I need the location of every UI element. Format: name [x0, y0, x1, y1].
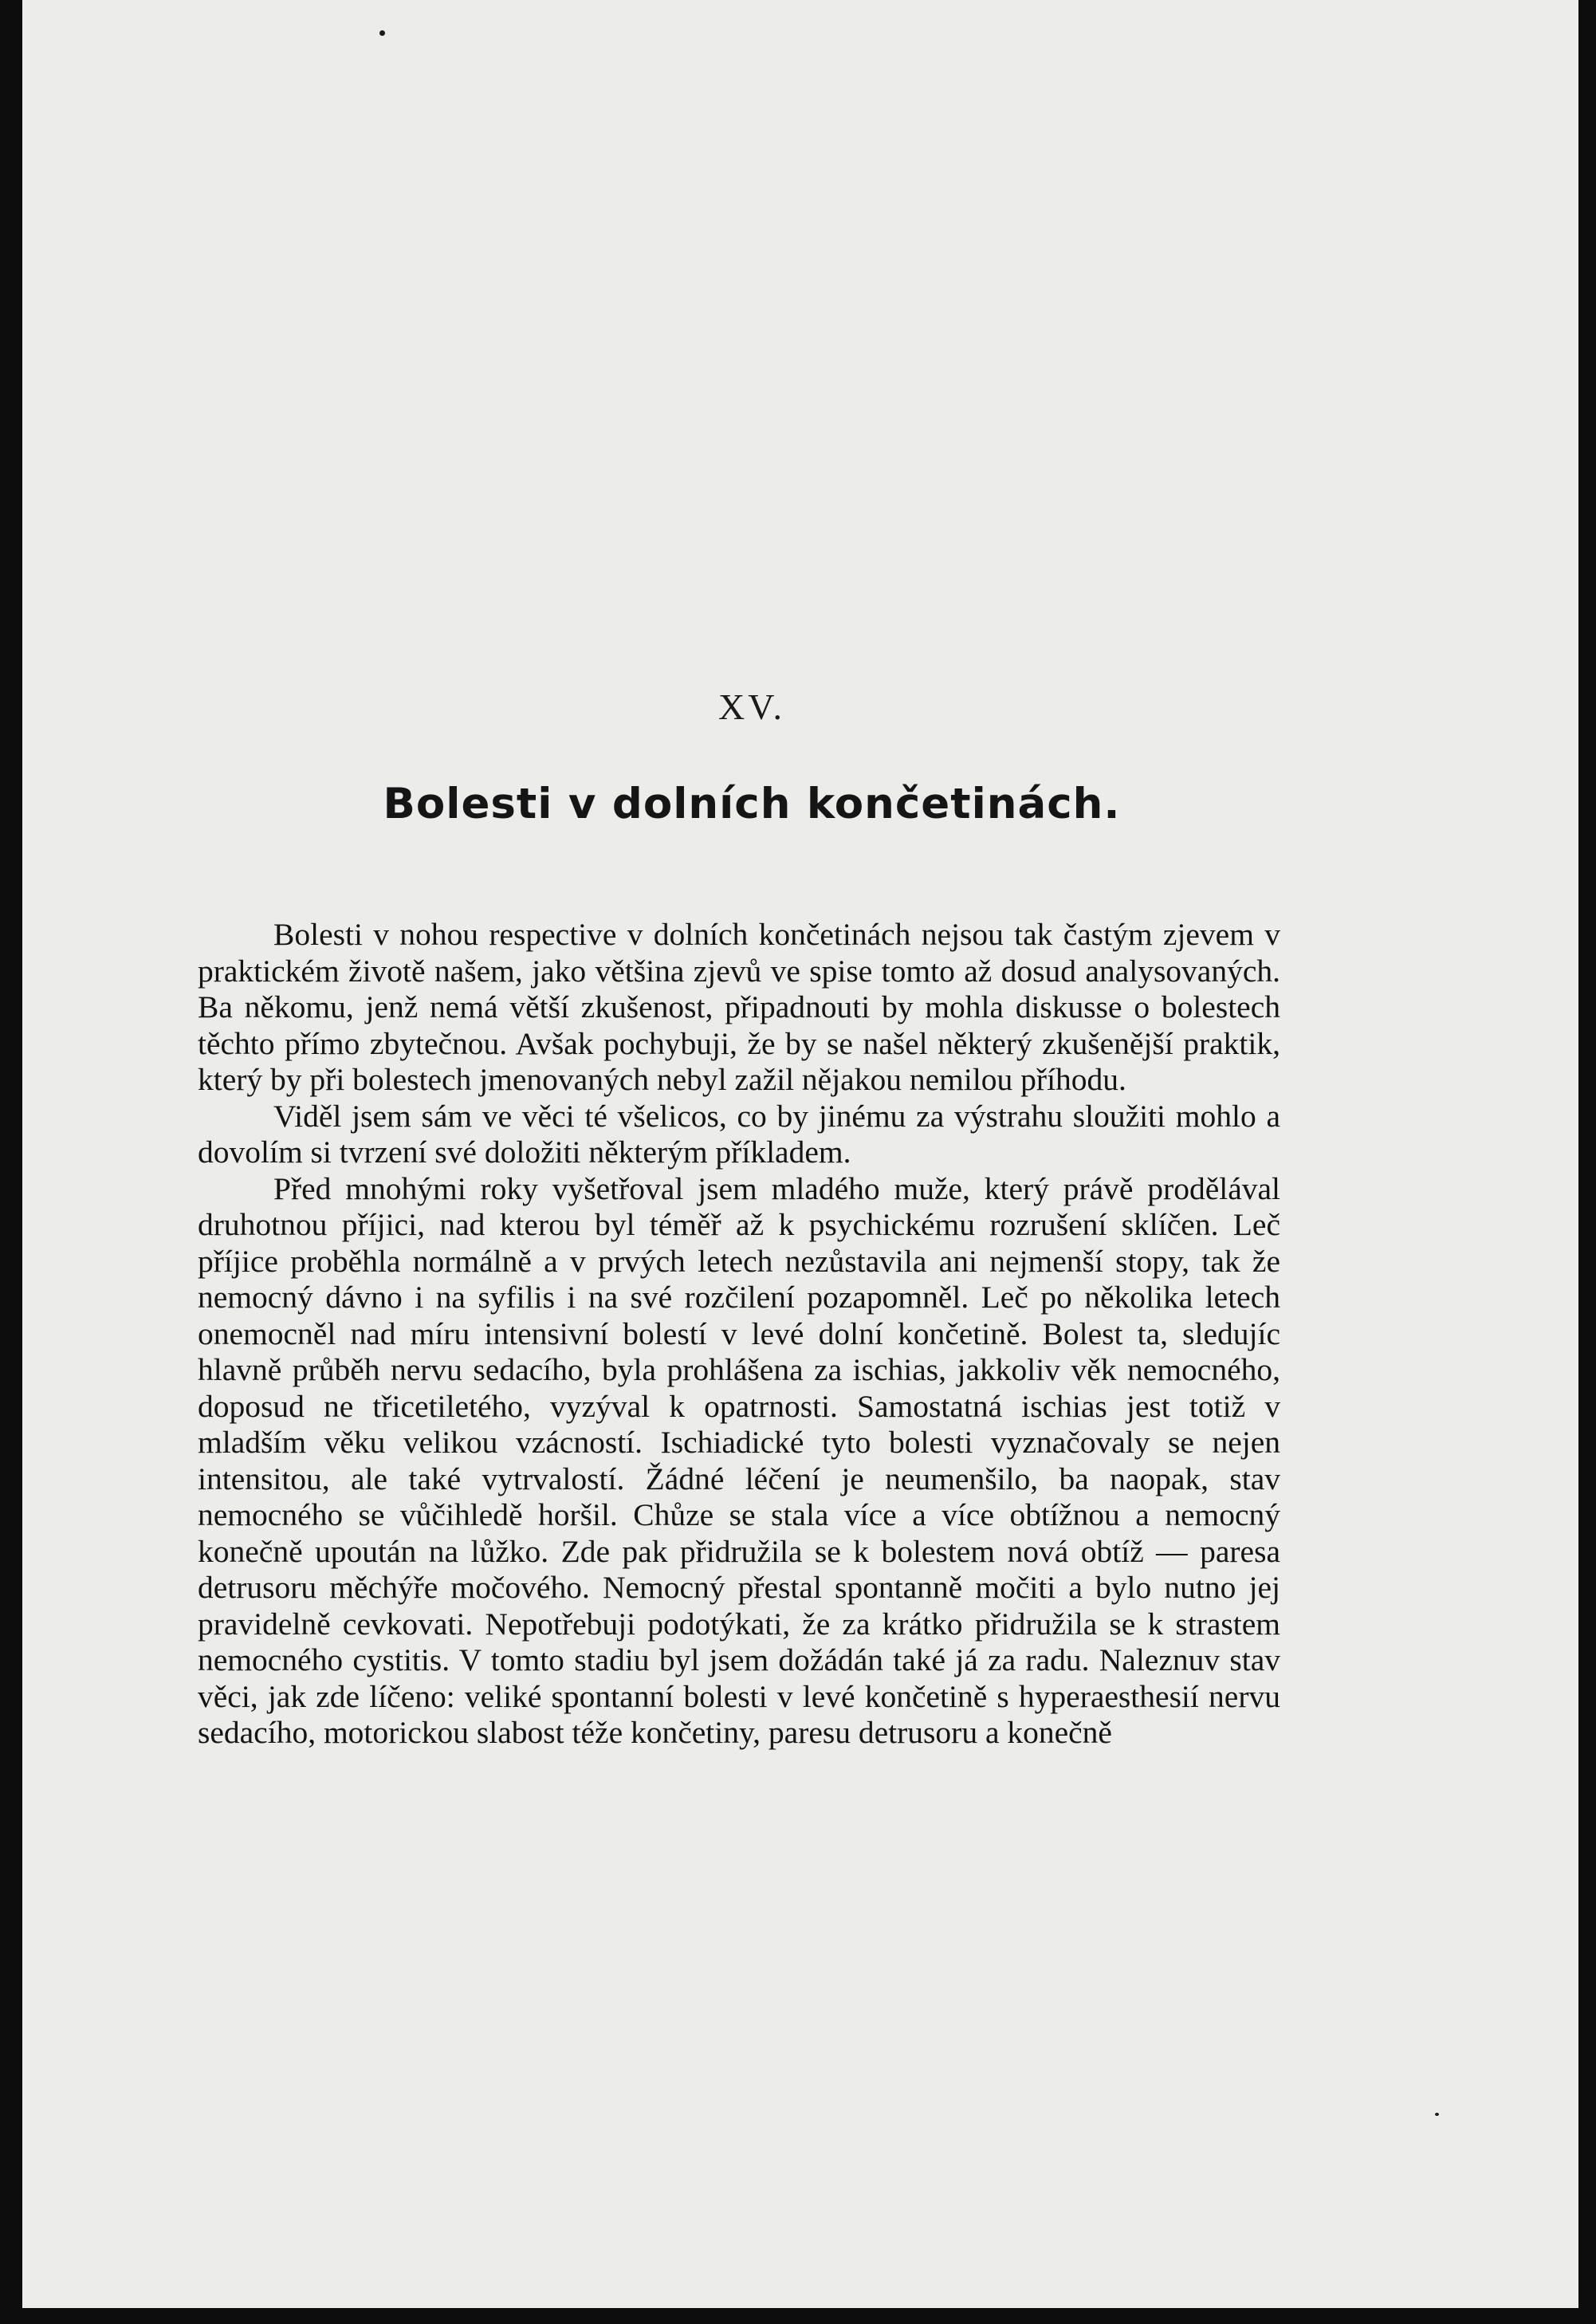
chapter-number: XV.	[717, 686, 785, 727]
paragraph: Viděl jsem sám ve věci té všelicos, co by jinému za výstrahu sloužiti mohlo a dovolím si tvrzení své doložiti některým příkladem.	[198, 1098, 1280, 1170]
paper-sheet	[22, 0, 1578, 2308]
paragraph: Před mnohými roky vyšetřoval jsem mladého muže, který právě prodělával druhotnou příjici, nad kterou byl téměř až k psychickému rozrušení sklíčen. Leč příjice proběhla normálně a v prvých letech nezůstavila ani nejmenší stopy, tak že nemocný dávno i na syfilis i na své rozčilení pozapomněl. Leč po několika letech onemocněl nad míru intensivní bolestí v levé dolní končetině. Bolest ta, sledujíc hlavně průběh nervu sedacího, byla prohlášena za ischias, jakkoliv věk nemocného, doposud ne třicetiletého, vyzýval k opatrnosti. Samostatná ischias jest totiž v mladším věku velikou vzácností. Ischiadické tyto bolesti vyznačovaly se nejen intensitou, ale také vytrvalostí. Žádné léčení je neumenšilo, ba naopak, stav nemocného se vůčihledě horšil. Chůze se stala více a více obtížnou a nemocný konečně upoután na lůžko. Zde pak přidružila se k bolestem nová obtíž — paresa detrusoru měchýře močového. Nemocný přestal spontanně močiti a bylo nutno jej pravidelně cevkovati. Nepotřebuji podotýkati, že za krátko přidružila se k strastem nemocného cystitis. V tomto stadiu byl jsem dožádán také já za radu. Naleznuv stav věci, jak zde líčeno: veliké spontanní bolesti v levé končetině s hyperaesthesií nervu sedacího, motorickou slabost téže končetiny, paresu detrusoru a konečně	[198, 1170, 1280, 1750]
ink-speck	[379, 30, 385, 36]
chapter-body	[198, 917, 1280, 1752]
chapter-title: Bolesti v dolních končetinách.	[383, 780, 1121, 828]
ink-speck	[1435, 2113, 1439, 2116]
paragraph: Bolesti v nohou respective v dolních končetinách nejsou tak častým zjevem v praktickém životě našem, jako většina zjevů ve spise tomto až dosud analysovaných. Ba někomu, jenž nemá větší zkušenost, připadnouti by mohla diskusse o bolestech těchto přímo zbytečnou. Avšak pochybuji, že by se našel některý zkušenější praktik, který by při bolestech jmenovaných nebyl zažil nějakou nemilou příhodu.	[198, 917, 1280, 1097]
